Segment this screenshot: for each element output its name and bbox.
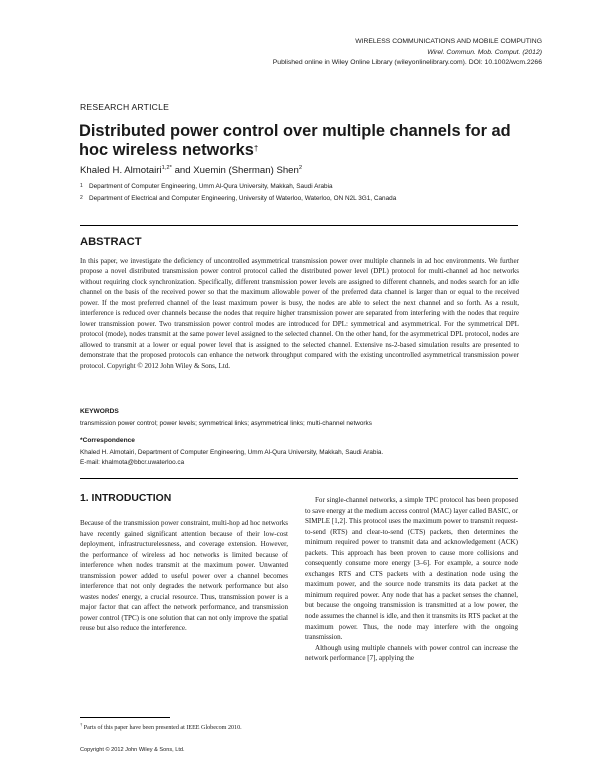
title-footnote-mark: †	[253, 144, 259, 153]
affiliation-1	[80, 183, 333, 190]
keywords-heading: KEYWORDS	[80, 408, 119, 415]
author-2-affiliation: 2	[298, 165, 303, 171]
section-divider-top	[80, 225, 518, 226]
journal-header	[273, 37, 542, 69]
correspondence-address: Khaled H. Almotairi, Department of Computer Engineering, Umm Al-Qura University, Makkah, Saudi Arabia.	[80, 449, 384, 456]
author-1: Khaled H. Almotairi	[80, 165, 162, 177]
copyright-notice: Copyright © 2012 John Wiley & Sons, Ltd.	[80, 747, 185, 753]
section-divider-bottom	[80, 478, 518, 479]
author-list	[80, 165, 302, 176]
journal-name: WIRELESS COMMUNICATIONS AND MOBILE COMPUTING	[355, 38, 542, 45]
author-1-affiliation: 1,2*	[161, 165, 172, 171]
affiliation-1-number: 1	[80, 183, 83, 189]
intro-left-column	[80, 518, 288, 634]
keywords-text: transmission power control; power levels; symmetrical links; asymmetrical links; multi-channel networks	[80, 420, 372, 427]
footnote-text: Parts of this paper have been presented at IEEE Globecom 2010.	[83, 725, 242, 732]
correspondence-heading: *Correspondence	[80, 437, 135, 444]
introduction-heading: 1. INTRODUCTION	[80, 493, 172, 504]
intro-paragraph-1: Because of the transmission power constraint, multi-hop ad hoc networks have recently gained significant attention because of their low-cost deployment, infrastructurelessness, and coverage extension. However, the performance of wireless ad hoc networks is limited because of interference when nodes transmit at the maximum power. Unwanted transmission power added to useful power over a channel becomes interference that not only degrades the network performance but also wastes nodes' energy, a crucial resource. Thus, transmission power is a major factor that can affect the network performance, and transmission power control (TPC) is one solution that can not only improve the spatial reuse but also reduce the interference.	[80, 519, 288, 633]
journal-published: Published online in Wiley Online Library (wileyonlinelibrary.com). DOI: 10.1002/wcm.2266	[272, 59, 542, 66]
footnote-divider	[80, 717, 170, 718]
affiliation-2	[80, 195, 396, 202]
abstract-text: In this paper, we investigate the deficiency of uncontrolled asymmetrical transmission power over multiple channels in ad hoc environments. We further propose a novel distributed transmission power control protocol called the distributed power level (DPL) protocol for multi-channel ad hoc networks without requiring clock synchronization. Specifically, different transmission power levels are assigned to different channels, and nodes search for an idle channel on the basis of the received power so that the maximum allowable power of the preferred data channel is larger than or equal to the received power. If the most preferred channel of the least maximum power is busy, the nodes are able to select the next channel and so forth. As a result, interference is reduced over channels because the nodes that require higher transmission power are separated from interfering with the nodes that require lower transmission power. Two transmission power control modes are introduced for DPL: symmetrical and asymmetrical. For the symmetrical DPL protocol (mode), nodes transmit at the same power level assigned to the selected channel. On the other hand, for the asymmetrical DPL protocol, nodes are allowed to transmit at a lower or equal power level that is assigned to the selected channel. Extensive ns-2-based simulation results are presented to demonstrate that the proposed protocols can enhance the network throughput compared with the existing uncontrolled asymmetrical transmission power protocol. Copyright © 2012 John Wiley & Sons, Ltd.	[80, 257, 519, 370]
intro-paragraph-2: For single-channel networks, a simple TPC protocol has been proposed to save energy at the medium access control (MAC) layer called BASIC, or SIMPLE [1,2]. This protocol uses the maximum power to transmit request-to-send (RTS) and clear-to-send (CTS) packets, then determines the minimum required power to transmit data and acknowledgement (ACK) packets. This approach has been proven to cause more collisions and consequently consume more energy [3–6]. For example, a source node exchanges RTS and CTS packets with a destination node using the maximum power, and the source node transmits its data packet at the minimum required power. Any node that has a packet senses the channel, but because the ongoing transmission is transmitted at a low power, the node assumes the channel is idle, and then it transmits its RTS packet at the maximum power. Thus, the node may interfere with the ongoing transmission.	[305, 496, 518, 642]
paper-title	[79, 122, 519, 160]
abstract-heading: ABSTRACT	[80, 236, 142, 248]
article-type: RESEARCH ARTICLE	[80, 102, 170, 112]
footnote-mark: †	[80, 722, 83, 727]
affiliation-2-text: Department of Electrical and Computer Engineering, University of Waterloo, Waterloo, ON N2L 3G1, Canada	[89, 195, 397, 202]
correspondence-details	[80, 448, 383, 468]
author-2: and Xuemin (Sherman) Shen	[174, 165, 299, 177]
paper-title-text: Distributed power control over multiple channels for ad hoc wireless networks	[79, 122, 511, 159]
intro-paragraph-3: Although using multiple channels with power control can increase the network performance [7], applying the	[305, 643, 518, 663]
affiliation-2-number: 2	[80, 195, 83, 201]
affiliation-1-text: Department of Computer Engineering, Umm Al-Qura University, Makkah, Saudi Arabia	[89, 183, 333, 190]
intro-right-column	[305, 495, 518, 664]
footnote	[80, 722, 242, 731]
journal-citation: Wirel. Commun. Mob. Comput. (2012)	[427, 48, 542, 56]
correspondence-email: E-mail: khalmota@bbcr.uwaterloo.ca	[80, 459, 185, 466]
